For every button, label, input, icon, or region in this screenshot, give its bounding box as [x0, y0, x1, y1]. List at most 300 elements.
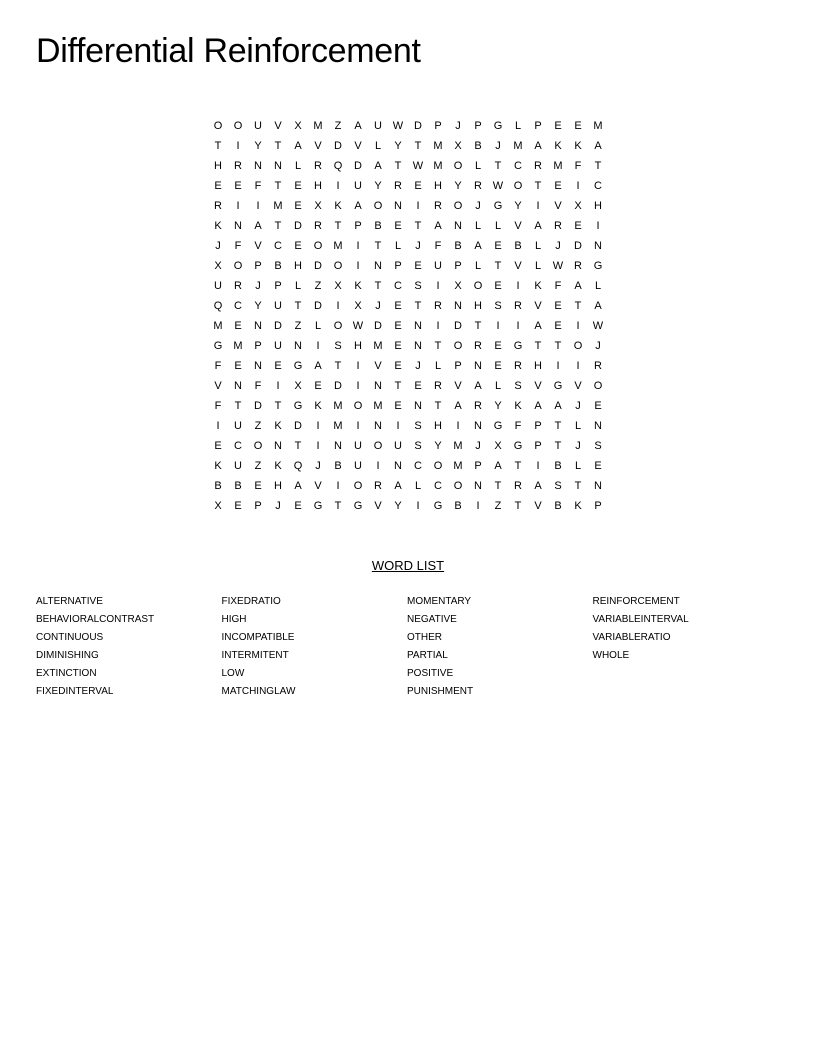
grid-letter: D: [334, 380, 342, 392]
grid-letter: L: [534, 240, 542, 252]
word-list-item: INTERMITENT: [221, 650, 289, 661]
word-list-column: [407, 594, 593, 702]
grid-letter: I: [436, 320, 440, 332]
grid-letter: N: [594, 240, 602, 252]
grid-letter: T: [334, 220, 342, 232]
grid-letter: M: [453, 460, 463, 472]
grid-letter: A: [534, 220, 542, 232]
grid-letter: T: [274, 220, 282, 232]
grid-letter: D: [354, 160, 362, 172]
grid-letter: E: [234, 500, 242, 512]
grid-letter: F: [514, 420, 522, 432]
grid-letter: E: [414, 180, 422, 192]
grid-letter: A: [374, 160, 382, 172]
grid-letter: O: [593, 380, 603, 392]
grid-letter: K: [574, 500, 582, 512]
grid-letter: N: [254, 320, 262, 332]
grid-letter: T: [494, 260, 502, 272]
grid-letter: D: [574, 240, 582, 252]
grid-letter: J: [415, 240, 421, 252]
grid-letter: Q: [293, 460, 303, 472]
grid-letter: I: [416, 500, 420, 512]
grid-letter: K: [274, 420, 282, 432]
grid-letter: X: [214, 260, 222, 272]
grid-letter: T: [334, 360, 342, 372]
word-list-item: HIGH: [221, 614, 247, 625]
grid-letter: M: [213, 320, 223, 332]
grid-letter: R: [234, 280, 242, 292]
grid-letter: J: [275, 500, 281, 512]
grid-letter: U: [374, 120, 382, 132]
grid-letter: J: [475, 440, 481, 452]
grid-letter: P: [454, 260, 462, 272]
grid-letter: O: [373, 200, 383, 212]
grid-letter: N: [474, 420, 482, 432]
grid-letter: O: [373, 440, 383, 452]
grid-letter: T: [534, 180, 542, 192]
word-list-item: ALTERNATIVE: [36, 596, 103, 607]
grid-letter: F: [254, 380, 262, 392]
grid-letter: U: [234, 420, 242, 432]
grid-letter: N: [374, 260, 382, 272]
grid-letter: G: [313, 500, 323, 512]
word-list-item: MOMENTARY: [407, 596, 472, 607]
grid-letter: J: [375, 300, 381, 312]
grid-letter: E: [414, 380, 422, 392]
grid-letter: S: [514, 380, 522, 392]
grid-letter: P: [534, 440, 542, 452]
grid-letter: R: [514, 480, 522, 492]
grid-letter: T: [594, 160, 602, 172]
grid-letter: V: [254, 240, 262, 252]
word-list-item: WHOLE: [592, 650, 630, 661]
grid-letter: N: [374, 420, 382, 432]
grid-letter: K: [314, 400, 322, 412]
grid-letter: T: [374, 240, 382, 252]
grid-letter: A: [574, 280, 582, 292]
letter-grid: [208, 116, 608, 516]
grid-letter: A: [454, 400, 462, 412]
grid-letter: T: [294, 300, 302, 312]
word-list-item: EXTINCTION: [36, 668, 97, 679]
grid-letter: O: [433, 460, 443, 472]
grid-letter: D: [374, 320, 382, 332]
grid-letter: O: [313, 240, 323, 252]
grid-letter: A: [294, 140, 302, 152]
grid-letter: T: [274, 140, 282, 152]
grid-letter: R: [434, 380, 442, 392]
grid-letter: P: [254, 260, 262, 272]
grid-letter: V: [574, 380, 582, 392]
grid-letter: E: [394, 220, 402, 232]
grid-letter: N: [294, 340, 302, 352]
grid-letter: A: [254, 220, 262, 232]
grid-letter: M: [593, 120, 603, 132]
grid-letter: A: [494, 460, 502, 472]
grid-letter: R: [234, 160, 242, 172]
grid-letter: J: [495, 140, 501, 152]
grid-letter: T: [414, 140, 422, 152]
grid-letter: T: [394, 380, 402, 392]
grid-letter: L: [494, 220, 502, 232]
grid-letter: T: [414, 220, 422, 232]
grid-letter: P: [274, 280, 282, 292]
grid-letter: O: [513, 180, 523, 192]
grid-letter: K: [354, 280, 362, 292]
grid-letter: E: [254, 480, 262, 492]
grid-letter: N: [234, 380, 242, 392]
grid-letter: I: [576, 320, 580, 332]
grid-letter: B: [474, 140, 482, 152]
grid-letter: E: [494, 340, 502, 352]
grid-letter: T: [494, 160, 502, 172]
word-list-item: OTHER: [407, 632, 442, 643]
grid-letter: R: [474, 400, 482, 412]
grid-letter: N: [394, 460, 402, 472]
grid-letter: N: [454, 300, 462, 312]
grid-letter: R: [474, 340, 482, 352]
grid-letter: N: [414, 400, 422, 412]
grid-letter: I: [536, 460, 540, 472]
grid-letter: V: [534, 380, 542, 392]
grid-letter: T: [554, 440, 562, 452]
grid-letter: R: [434, 300, 442, 312]
grid-letter: T: [294, 440, 302, 452]
grid-letter: R: [554, 220, 562, 232]
grid-letter: F: [254, 180, 262, 192]
grid-letter: L: [394, 240, 402, 252]
grid-letter: V: [554, 200, 562, 212]
grid-letter: E: [294, 240, 302, 252]
word-list-item: PUNISHMENT: [407, 686, 474, 697]
grid-letter: T: [214, 140, 222, 152]
grid-letter: X: [574, 200, 582, 212]
grid-letter: L: [294, 160, 302, 172]
grid-letter: E: [394, 400, 402, 412]
grid-letter: N: [414, 340, 422, 352]
grid-letter: S: [554, 480, 562, 492]
grid-letter: B: [454, 240, 462, 252]
grid-letter: H: [314, 180, 322, 192]
grid-letter: E: [274, 360, 282, 372]
grid-letter: E: [494, 360, 502, 372]
grid-letter: V: [514, 220, 522, 232]
grid-letter: I: [316, 420, 320, 432]
grid-letter: M: [453, 440, 463, 452]
grid-letter: E: [294, 500, 302, 512]
grid-letter: T: [434, 400, 442, 412]
grid-letter: P: [534, 420, 542, 432]
grid-letter: I: [356, 260, 360, 272]
grid-letter: L: [594, 280, 602, 292]
grid-letter: O: [453, 480, 463, 492]
grid-letter: E: [594, 460, 602, 472]
word-list-item: VARIABLERATIO: [592, 632, 671, 643]
grid-letter: L: [414, 480, 422, 492]
grid-letter: A: [474, 380, 482, 392]
grid-letter: G: [493, 120, 503, 132]
word-list-item: FIXEDINTERVAL: [36, 686, 114, 697]
grid-letter: T: [234, 400, 242, 412]
grid-letter: E: [234, 360, 242, 372]
grid-letter: T: [554, 340, 562, 352]
grid-letter: Q: [333, 160, 343, 172]
grid-letter: C: [434, 480, 442, 492]
grid-letter: Y: [374, 180, 382, 192]
grid-letter: M: [233, 340, 243, 352]
grid-letter: B: [554, 460, 562, 472]
grid-letter: M: [373, 340, 383, 352]
grid-letter: U: [234, 460, 242, 472]
grid-letter: L: [514, 120, 522, 132]
grid-letter: N: [274, 440, 282, 452]
grid-letter: R: [314, 220, 322, 232]
grid-letter: E: [214, 440, 222, 452]
grid-letter: I: [356, 360, 360, 372]
grid-letter: E: [394, 340, 402, 352]
grid-letter: J: [455, 120, 461, 132]
grid-letter: L: [534, 260, 542, 272]
grid-letter: I: [596, 220, 600, 232]
grid-letter: T: [274, 400, 282, 412]
grid-letter: I: [236, 200, 240, 212]
grid-letter: I: [236, 140, 240, 152]
grid-letter: I: [516, 280, 520, 292]
grid-letter: T: [514, 500, 522, 512]
grid-letter: W: [392, 120, 404, 132]
grid-letter: J: [315, 460, 321, 472]
grid-letter: E: [494, 240, 502, 252]
grid-letter: I: [336, 300, 340, 312]
grid-letter: L: [434, 360, 442, 372]
grid-letter: H: [354, 340, 362, 352]
grid-letter: P: [434, 120, 442, 132]
grid-letter: N: [594, 420, 602, 432]
grid-letter: H: [594, 200, 602, 212]
grid-letter: P: [254, 500, 262, 512]
grid-letter: O: [453, 160, 463, 172]
grid-letter: E: [554, 180, 562, 192]
grid-letter: A: [434, 220, 442, 232]
grid-letter: H: [294, 260, 302, 272]
word-list-item: REINFORCEMENT: [592, 596, 680, 607]
grid-letter: L: [474, 160, 482, 172]
grid-letter: C: [394, 280, 402, 292]
grid-letter: U: [274, 300, 282, 312]
grid-letter: Y: [394, 500, 402, 512]
grid-letter: W: [412, 160, 424, 172]
grid-letter: Y: [394, 140, 402, 152]
grid-letter: X: [214, 500, 222, 512]
grid-letter: V: [374, 360, 382, 372]
grid-letter: G: [513, 340, 523, 352]
grid-letter: S: [594, 440, 602, 452]
grid-letter: L: [374, 140, 382, 152]
grid-letter: B: [274, 260, 282, 272]
grid-letter: C: [594, 180, 602, 192]
grid-letter: D: [274, 320, 282, 332]
grid-letter: V: [454, 380, 462, 392]
grid-letter: M: [333, 400, 343, 412]
grid-letter: O: [233, 260, 243, 272]
word-list-item: PARTIAL: [407, 650, 448, 661]
grid-letter: X: [314, 200, 322, 212]
grid-letter: R: [434, 200, 442, 212]
grid-letter: O: [213, 120, 223, 132]
grid-letter: E: [394, 300, 402, 312]
grid-letter: D: [314, 260, 322, 272]
grid-letter: R: [514, 300, 522, 312]
grid-letter: B: [454, 500, 462, 512]
grid-letter: N: [234, 220, 242, 232]
grid-letter: X: [494, 440, 502, 452]
grid-letter: C: [514, 160, 522, 172]
grid-letter: J: [215, 240, 221, 252]
grid-letter: N: [254, 160, 262, 172]
grid-letter: T: [494, 480, 502, 492]
grid-letter: Z: [294, 320, 302, 332]
grid-letter: Z: [254, 460, 262, 472]
grid-letter: A: [394, 480, 402, 492]
grid-letter: M: [273, 200, 283, 212]
grid-letter: B: [234, 480, 242, 492]
grid-letter: H: [534, 360, 542, 372]
grid-letter: M: [313, 120, 323, 132]
grid-letter: S: [494, 300, 502, 312]
grid-letter: I: [396, 420, 400, 432]
grid-letter: K: [214, 460, 222, 472]
grid-letter: G: [513, 440, 523, 452]
grid-letter: A: [314, 360, 322, 372]
grid-letter: R: [314, 160, 322, 172]
grid-letter: F: [234, 240, 242, 252]
grid-letter: J: [575, 400, 581, 412]
grid-letter: T: [414, 300, 422, 312]
grid-letter: W: [492, 180, 504, 192]
grid-letter: O: [353, 400, 363, 412]
grid-letter: Z: [334, 120, 342, 132]
word-list-heading: WORD LIST: [371, 558, 445, 573]
grid-letter: N: [454, 220, 462, 232]
word-list-item: INCOMPATIBLE: [221, 632, 295, 643]
grid-letter: L: [314, 320, 322, 332]
grid-letter: T: [474, 320, 482, 332]
grid-letter: I: [476, 500, 480, 512]
grid-letter: F: [574, 160, 582, 172]
grid-letter: A: [594, 140, 602, 152]
grid-letter: F: [214, 360, 222, 372]
grid-letter: X: [334, 280, 342, 292]
grid-letter: S: [414, 440, 422, 452]
grid-letter: I: [436, 280, 440, 292]
word-list-item: CONTINUOUS: [36, 632, 104, 643]
grid-letter: K: [554, 140, 562, 152]
grid-letter: D: [414, 120, 422, 132]
grid-letter: G: [493, 420, 503, 432]
grid-letter: C: [234, 440, 242, 452]
grid-letter: R: [514, 360, 522, 372]
grid-letter: T: [574, 300, 582, 312]
grid-letter: E: [494, 280, 502, 292]
grid-letter: X: [294, 120, 302, 132]
grid-letter: O: [333, 320, 343, 332]
grid-letter: I: [316, 440, 320, 452]
grid-letter: M: [333, 240, 343, 252]
grid-letter: E: [394, 320, 402, 332]
grid-letter: N: [474, 480, 482, 492]
grid-letter: G: [493, 200, 503, 212]
grid-letter: P: [594, 500, 602, 512]
grid-letter: O: [333, 260, 343, 272]
grid-letter: O: [253, 440, 263, 452]
grid-letter: H: [474, 300, 482, 312]
grid-letter: R: [534, 160, 542, 172]
grid-letter: E: [394, 360, 402, 372]
grid-letter: I: [356, 420, 360, 432]
grid-letter: W: [592, 320, 604, 332]
grid-letter: U: [274, 340, 282, 352]
grid-letter: T: [554, 420, 562, 432]
grid-letter: U: [214, 280, 222, 292]
grid-letter: P: [254, 340, 262, 352]
grid-letter: F: [554, 280, 562, 292]
grid-letter: E: [574, 220, 582, 232]
grid-letter: N: [334, 440, 342, 452]
grid-letter: I: [336, 180, 340, 192]
grid-letter: K: [214, 220, 222, 232]
grid-letter: W: [552, 260, 564, 272]
grid-letter: I: [516, 320, 520, 332]
grid-letter: M: [513, 140, 523, 152]
grid-letter: A: [294, 480, 302, 492]
grid-letter: Y: [254, 140, 262, 152]
grid-letter: V: [514, 260, 522, 272]
grid-letter: Z: [254, 420, 262, 432]
grid-letter: I: [276, 380, 280, 392]
word-list-item: NEGATIVE: [407, 614, 457, 625]
grid-letter: I: [576, 180, 580, 192]
grid-letter: T: [374, 280, 382, 292]
grid-letter: D: [314, 300, 322, 312]
grid-letter: E: [414, 260, 422, 272]
grid-letter: P: [354, 220, 362, 232]
grid-letter: V: [314, 480, 322, 492]
grid-letter: G: [293, 360, 303, 372]
grid-letter: N: [394, 200, 402, 212]
grid-letter: I: [216, 420, 220, 432]
grid-letter: I: [536, 200, 540, 212]
grid-letter: P: [454, 360, 462, 372]
grid-letter: Y: [434, 440, 442, 452]
grid-letter: F: [214, 400, 222, 412]
word-list-item: POSITIVE: [407, 668, 454, 679]
grid-letter: E: [554, 300, 562, 312]
grid-letter: A: [354, 200, 362, 212]
grid-letter: I: [376, 460, 380, 472]
grid-letter: O: [573, 340, 583, 352]
grid-letter: O: [473, 280, 483, 292]
grid-letter: R: [474, 180, 482, 192]
grid-letter: B: [374, 220, 382, 232]
grid-letter: H: [214, 160, 222, 172]
grid-letter: I: [256, 200, 260, 212]
grid-letter: O: [453, 200, 463, 212]
grid-letter: K: [334, 200, 342, 212]
grid-letter: P: [534, 120, 542, 132]
grid-letter: F: [434, 240, 442, 252]
grid-letter: I: [336, 480, 340, 492]
grid-letter: P: [474, 460, 482, 472]
